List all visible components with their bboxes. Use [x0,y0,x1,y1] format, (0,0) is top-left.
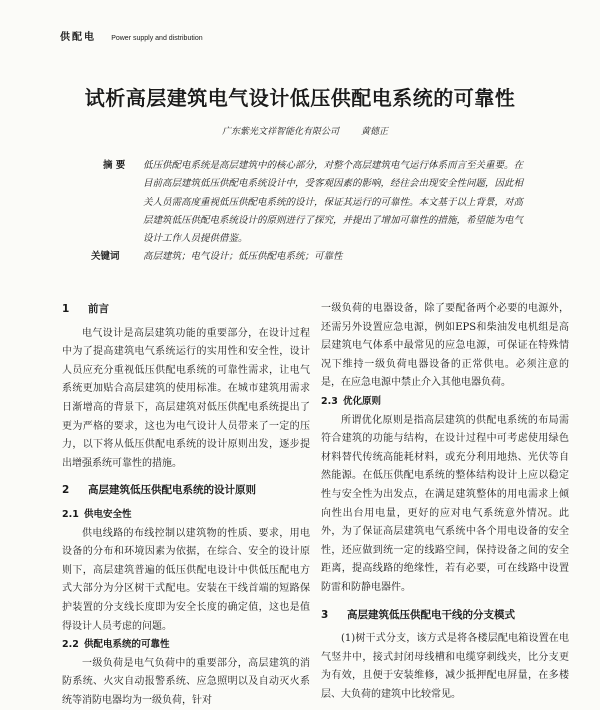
section-title: 高层建筑低压供配电干线的分支模式 [347,608,515,621]
subsection-title: 供电安全性 [84,508,132,520]
section-3-heading [321,606,569,625]
subsection-2-1-heading [62,506,310,525]
section-number: 1 [62,303,70,315]
subsection-title: 供配电系统的可靠性 [84,639,170,651]
section-number: 3 [321,608,329,621]
author-affiliation: 广东紫光文祥智能化有限公司 [222,127,340,137]
journal-section: 供配电 [60,32,96,43]
paragraph: (1)树干式分支，该方式是将各楼层配电箱设置在电气竖井中，接式封闭母线槽和电缆穿刺线夹，比分支更为有效，且便于安装维修，减少抵押配电屏量，在多楼层、大负荷的建筑中比较常见。 [321,633,569,700]
keywords-row [91,248,523,266]
section-1-heading [62,300,310,319]
journal-header [60,28,203,43]
journal-section-english: Power supply and distribution [111,35,203,42]
section-title: 高层建筑低压供配电系统的设计原则 [88,484,256,497]
paragraph: 所谓优化原则是指高层建筑的供配电系统的布局需符合建筑的功能与结构，在设计过程中可考虑使用绿色材料替代传统高能耗材料，或充分利用地热、光伏等自然能源。在低压供配电系统的整体结构设计上应以稳定性与安全性为出发点，在满足建筑整体的用电需求上倾向性出台用电量，更好的应对电气系统意外情况。此外，为了保证高层建筑电气系统中各个用电设备的安全性，还应做到统一定的线路空间，保持设备之间的安全距离，提高线路的绝缘性，若有必要，可在线路中设置防雷和防静电器件。 [321,414,569,593]
abstract-row [103,157,523,248]
author-name: 黄德正 [361,127,389,137]
author-line [222,124,388,137]
subsection-title: 优化原则 [343,395,382,407]
right-column [321,300,569,704]
abstract-label: 摘 要 [103,160,126,171]
paragraph: 供电线路的布线控制以建筑物的性质、要求，用电设备的分布和环境因素为依据，在综合、安全的设计原则下，高层建筑普遍的低压供配电设计中供低压配电方式大部分为分区树干式配电。安装在干线首端的短路保护装置的分支线长度即为安全长度的确定值，这也是值得设计人员考虑的问题。 [62,527,310,632]
subsection-number: 2.1 [62,508,79,520]
keywords-text: 高层建筑；电气设计；低压供配电系统；可靠性 [143,251,343,263]
article-title: 试析高层建筑电气设计低压供配电系统的可靠性 [84,86,516,110]
subsection-2-2-heading [62,636,310,655]
paragraph: 电气设计是高层建筑功能的重要部分，在设计过程中为了提高建筑电气系统运行的实用性和安全性，设计人员应充分重视低压供配电系统的可靠性需求，让电气系统更加贴合高层建筑的使用标准。在城市建筑用需求日渐增高的背景下，高层建筑对低压供配电系统提出了更为严格的要求，这也为电气设计人员带来了一定的压力，以下将从低压供配电系统的设计原则出发，逐步提出增强系统可靠性的措施。 [62,327,310,469]
section-number: 2 [62,484,70,497]
subsection-number: 2.2 [62,639,79,651]
section-title: 前言 [88,303,109,315]
paragraph: 一级负荷的电器设备，除了要配备两个必要的电源外，还需另外设置应急电源，例如EPS和柴油发电机组是高层建筑电气体系中最常见的应急电源，可保证在特殊情况下维持一级负荷电器设备的正常供电。必须注意的是，在应急电源中禁止介入其他电器负荷。 [321,303,569,389]
keywords-label: 关键词 [91,251,120,263]
subsection-2-3-heading [321,393,569,412]
subsection-number: 2.3 [321,395,338,407]
paragraph: 一级负荷是电气负荷中的重要部分，高层建筑的消防系统、火灾自动报警系统、应急照明以及自动灭火系统等消防电器均为一级负荷，针对 [62,657,310,706]
abstract-text: 低压供配电系统是高层建筑中的核心部分，对整个高层建筑电气运行体系而言至关重要。在目前高层建筑低压供配电系统设计中，受客观因素的影响，经往会出现安全性问题，因此相关人员需高度重视低压供配电系统的设计，保证其运行的可靠性。本文基于以上背景，对高层建筑低压供配电系统设计的原则进行了探究，并提出了增加可靠性的措施，希望能为电气设计工作人员提供借鉴。 [143,160,524,245]
section-2-heading [62,481,310,500]
left-column [62,300,310,710]
abstract-block [91,157,524,267]
